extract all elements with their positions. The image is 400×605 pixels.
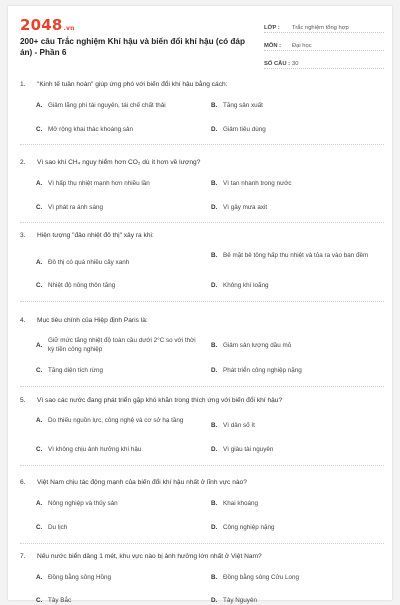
question-2-text: 2. Vì sao khí CH₄ nguy hiểm hơn CO₂ dù ít hơn về lượng? <box>20 159 201 166</box>
question-6-option-c[interactable]: C. Du lịch <box>36 524 68 531</box>
question-divider <box>20 301 384 302</box>
question-divider <box>20 465 384 466</box>
question-2-option-c[interactable]: C. Vì phát ra ánh sáng <box>36 204 103 211</box>
question-3-text: 3. Hiện tượng "đảo nhiệt đô thị" xảy ra khi: <box>20 232 154 239</box>
meta-subject-row <box>264 33 384 51</box>
question-2 <box>20 158 384 211</box>
meta-subject-value: Đại học <box>292 43 312 49</box>
question-4 <box>20 316 384 374</box>
question-6-text: 6. Việt Nam chịu tác động mạnh của biến đổi khí hậu nhất ở lĩnh vực nào? <box>20 479 247 486</box>
question-4-option-b[interactable]: B. Giảm sản lượng dầu mỏ <box>211 342 292 349</box>
question-divider <box>20 144 384 145</box>
question-3 <box>20 231 384 289</box>
question-3-option-d[interactable]: D. Không khí loãng <box>211 282 269 289</box>
question-5-option-d[interactable]: D. Vì giàu tài nguyên <box>211 446 274 453</box>
question-4-text: 4. Mục tiêu chính của Hiệp định Paris là: <box>20 317 148 324</box>
meta-info <box>264 15 384 69</box>
question-2-option-b[interactable]: B. Vì tan nhanh trong nước <box>211 180 292 187</box>
question-4-option-d[interactable]: D. Phát triển công nghiệp nặng <box>211 367 302 374</box>
worksheet-header <box>8 6 392 68</box>
question-divider <box>20 222 384 223</box>
question-5 <box>20 396 384 453</box>
question-6-option-b[interactable]: B. Khai khoáng <box>211 500 259 507</box>
question-3-option-c[interactable]: C. Nhiệt độ nông thôn tăng <box>36 282 116 289</box>
question-3-option-a[interactable]: A. Đô thị có quá nhiều cây xanh <box>36 258 130 266</box>
question-1-option-d[interactable]: D. Giảm tiêu dùng <box>211 126 266 133</box>
question-5-option-b[interactable]: B. Vì dân số ít <box>211 422 255 429</box>
question-2-option-a[interactable]: A. Vì hấp thụ nhiệt mạnh hơn nhiều lần <box>36 180 150 187</box>
document-title: 200+ câu Trắc nghiệm Khí hậu và biến đổi khí hậu (có đáp án) - Phần 6 <box>20 37 245 57</box>
question-6-option-a[interactable]: A. Nông nghiệp và thủy sản <box>36 500 118 507</box>
meta-class-row <box>264 15 384 33</box>
question-divider <box>20 386 384 387</box>
meta-count-value: 30 <box>292 61 299 67</box>
question-7-option-d[interactable]: D. Tây Nguyên <box>211 597 257 604</box>
question-7-text: 7. Nếu nước biển dâng 1 mét, khu vực nào bị ảnh hưởng lớn nhất ở Việt Nam? <box>20 553 262 560</box>
question-7 <box>20 552 384 604</box>
meta-class-label: LỚP : <box>264 25 280 31</box>
meta-count-label: SỐ CÂU : <box>264 61 291 67</box>
worksheet-page <box>8 6 392 604</box>
question-6 <box>20 478 384 531</box>
question-7-option-b[interactable]: B. Đồng bằng sông Cửu Long <box>211 574 299 581</box>
question-1-option-c[interactable]: C. Mở rộng khai thác khoáng sản <box>36 126 133 133</box>
question-5-option-c[interactable]: C. Vì không chịu ảnh hưởng khí hậu <box>36 446 142 453</box>
question-1-option-b[interactable]: B. Tăng sản xuất <box>211 102 263 109</box>
question-divider <box>20 543 384 544</box>
question-3-option-b[interactable]: B. Bê mặt bê tông hấp thu nhiệt và tỏa ra vào ban đêm <box>211 252 369 259</box>
question-7-option-c[interactable]: C. Tây Bắc <box>36 597 72 604</box>
question-5-option-a[interactable]: A. Do thiếu nguồn lực, công nghệ và cơ sở hạ tầng <box>36 417 184 424</box>
question-1 <box>20 80 384 133</box>
meta-count-row <box>264 51 384 69</box>
question-1-option-a[interactable]: A. Giảm lãng phí tài nguyên, tái chế chất thải <box>36 102 166 109</box>
question-6-option-d[interactable]: D. Công nghiệp nặng <box>211 524 275 531</box>
site-logo[interactable]: 2048.vn <box>20 16 75 34</box>
question-4-option-c[interactable]: C. Tăng diện tích rừng <box>36 367 103 374</box>
meta-class-value: Trắc nghiệm tổng hợp <box>292 25 349 31</box>
question-2-option-d[interactable]: D. Vì gây mưa axit <box>211 204 268 211</box>
question-4-option-a[interactable]: A. Giữ mức tăng nhiệt độ toàn cầu dưới 2°C so với thời kỳ tiền công nghiệp <box>36 337 196 353</box>
meta-subject-label: MÔN : <box>264 43 282 49</box>
question-5-text: 5. Vì sao các nước đang phát triển gặp khó khăn trong thích ứng với biến đổi khí hậu? <box>20 397 283 404</box>
question-7-option-a[interactable]: A. Đồng bằng sông Hồng <box>36 574 112 581</box>
question-1-text: 1. "Kinh tế tuần hoàn" giúp ứng phó với biến đổi khí hậu bằng cách: <box>20 81 228 88</box>
